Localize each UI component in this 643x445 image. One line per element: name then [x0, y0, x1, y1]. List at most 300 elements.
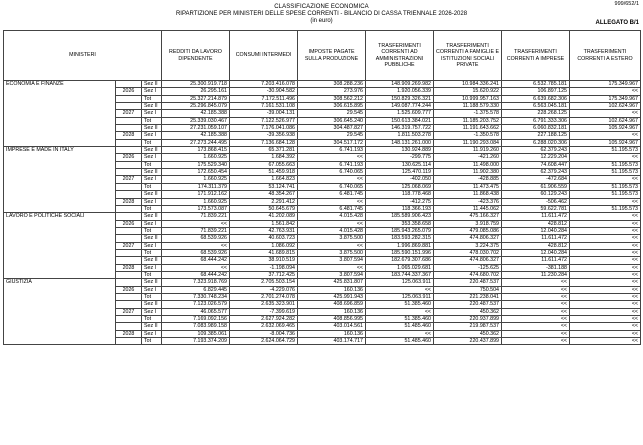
value-cell: 68.444.242	[162, 257, 230, 264]
value-cell: 6.639.682.306	[502, 95, 570, 102]
value-cell: <<	[570, 264, 641, 271]
value-cell: 750.504	[434, 286, 502, 293]
value-cell: <<	[570, 110, 641, 117]
value-cell: <<	[298, 198, 366, 205]
value-cell: 51.485.460	[366, 323, 434, 330]
value-cell: 174.311.379	[162, 183, 230, 190]
value-cell: 185.590.151.996	[366, 249, 434, 256]
value-cell: <<	[570, 235, 641, 242]
value-cell: 125.068.069	[366, 183, 434, 190]
section-cell: Sez II	[142, 235, 162, 242]
section-cell: Sez II	[142, 169, 162, 176]
value-cell: 68.539.926	[162, 235, 230, 242]
value-cell: 61.906.559	[502, 183, 570, 190]
section-cell: Sez I	[142, 132, 162, 139]
value-cell: <<	[570, 301, 641, 308]
value-cell: <<	[570, 154, 641, 161]
value-cell: 219.987.537	[434, 323, 502, 330]
value-cell: 160.136	[298, 286, 366, 293]
value-cell: 51.195.573	[570, 205, 641, 212]
year-cell: 2027	[116, 242, 142, 249]
col-header-redditi: REDDITI DA LAVORO DIPENDENTE	[162, 31, 230, 81]
year-cell	[116, 257, 142, 264]
value-cell: 428.812	[502, 220, 570, 227]
year-cell: 2028	[116, 330, 142, 337]
value-cell: <<	[570, 279, 641, 286]
year-cell	[116, 191, 142, 198]
value-cell: 425.991.943	[298, 293, 366, 300]
value-cell: 6.060.832.181	[502, 125, 570, 132]
value-cell: 220.487.537	[434, 279, 502, 286]
value-cell: 25.296.845.079	[162, 103, 230, 110]
value-cell: 25.327.214.879	[162, 95, 230, 102]
value-cell: 11.191.643.662	[434, 125, 502, 132]
ministry-name: ECONOMIA E FINANZE	[4, 81, 116, 147]
value-cell: <<	[502, 316, 570, 323]
value-cell: <<	[570, 249, 641, 256]
value-cell: 42.185.388	[162, 132, 230, 139]
value-cell: 1.996.869.881	[366, 242, 434, 249]
value-cell: 308.288.236	[298, 81, 366, 88]
year-cell	[116, 301, 142, 308]
value-cell: 1.525.609.777	[366, 110, 434, 117]
value-cell: 105.924.967	[570, 139, 641, 146]
value-cell: 11.498.000	[434, 161, 502, 168]
value-cell: 68.444.242	[162, 271, 230, 278]
value-cell: -472.684	[502, 176, 570, 183]
value-cell: 12.040.284	[502, 249, 570, 256]
year-cell	[116, 103, 142, 110]
value-cell: 51.195.573	[570, 183, 641, 190]
value-cell: <<	[162, 220, 230, 227]
value-cell: <<	[570, 242, 641, 249]
value-cell: 51.385.460	[366, 301, 434, 308]
value-cell: 65.371.281	[230, 147, 298, 154]
value-cell: 74.608.447	[502, 161, 570, 168]
value-cell: -1.375.578	[434, 110, 502, 117]
annex-label: ALLEGATO B/1	[595, 20, 639, 26]
table-row	[4, 279, 641, 286]
value-cell: 7.176.041.086	[230, 125, 298, 132]
value-cell: 12.229.204	[502, 154, 570, 161]
value-cell: 37.712.425	[230, 271, 298, 278]
value-cell: 148.909.269.982	[366, 81, 434, 88]
value-cell: 1.684.392	[230, 154, 298, 161]
value-cell: 71.839.221	[162, 227, 230, 234]
value-cell: 7.122.526.977	[230, 117, 298, 124]
value-cell: 11.188.579.330	[434, 103, 502, 110]
value-cell: 7.161.531.108	[230, 103, 298, 110]
value-cell: 146.319.757.722	[366, 125, 434, 132]
value-cell: 175.349.967	[570, 81, 641, 88]
value-cell: -423.376	[434, 198, 502, 205]
value-cell: 7.330.748.234	[162, 293, 230, 300]
ministry-name: GIUSTIZIA	[4, 279, 116, 345]
value-cell: 41.689.815	[230, 249, 298, 256]
table-header-row	[4, 31, 641, 81]
year-cell: 2026	[116, 88, 142, 95]
value-cell: <<	[570, 286, 641, 293]
value-cell: <<	[570, 220, 641, 227]
value-cell: 183.593.282.315	[366, 235, 434, 242]
section-cell: Sez II	[142, 125, 162, 132]
value-cell: 29.545	[298, 110, 366, 117]
section-cell: Sez I	[142, 264, 162, 271]
value-cell: 308.562.212	[298, 95, 366, 102]
document-header	[0, 4, 643, 25]
value-cell: 7.172.511.496	[230, 95, 298, 102]
value-cell: <<	[570, 132, 641, 139]
value-cell: 150.829.326.321	[366, 95, 434, 102]
value-cell: <<	[502, 293, 570, 300]
value-cell: 148.131.261.000	[366, 139, 434, 146]
value-cell: -1.198.094	[230, 264, 298, 271]
value-cell: 12.040.284	[502, 227, 570, 234]
value-cell: 175.349.967	[570, 95, 641, 102]
value-cell: -30.904.582	[230, 88, 298, 95]
value-cell: <<	[570, 330, 641, 337]
value-cell: 478.030.702	[434, 249, 502, 256]
value-cell: 53.124.741	[230, 183, 298, 190]
header-unit: (in euro)	[310, 18, 333, 24]
table-body	[4, 81, 641, 345]
value-cell: 11.190.293.084	[434, 139, 502, 146]
value-cell: 221.238.041	[434, 293, 502, 300]
value-cell: 125.470.119	[366, 169, 434, 176]
value-cell: 175.529.340	[162, 161, 230, 168]
value-cell: 40.603.723	[230, 235, 298, 242]
value-cell: 475.166.327	[434, 213, 502, 220]
value-cell: 42.763.931	[230, 227, 298, 234]
value-cell: 1.561.842	[230, 220, 298, 227]
value-cell: <<	[570, 338, 641, 345]
section-cell: Sez II	[142, 81, 162, 88]
value-cell: 51.195.573	[570, 191, 641, 198]
value-cell: 6.740.065	[298, 169, 366, 176]
section-cell: Sez II	[142, 147, 162, 154]
value-cell: 3.875.500	[298, 249, 366, 256]
value-cell: 7.323.918.769	[162, 279, 230, 286]
value-cell: 26.295.161	[162, 88, 230, 95]
value-cell: 29.545	[298, 132, 366, 139]
year-cell	[116, 95, 142, 102]
value-cell: 173.573.087	[162, 205, 230, 212]
section-cell: Sez I	[142, 88, 162, 95]
year-cell	[116, 161, 142, 168]
value-cell: 2.624.064.729	[230, 338, 298, 345]
section-cell: Tot	[142, 293, 162, 300]
section-cell: Tot	[142, 183, 162, 190]
col-header-trasf-fam: TRASFERIMENTI CORRENTI A FAMIGLIE E ISTITUZIONI SOCIALI PRIVATE	[434, 31, 502, 81]
year-cell	[116, 213, 142, 220]
year-cell	[116, 316, 142, 323]
value-cell: <<	[366, 330, 434, 337]
value-cell: -506.462	[502, 198, 570, 205]
section-cell: Tot	[142, 95, 162, 102]
value-cell: 118.366.193	[366, 205, 434, 212]
value-cell: <<	[162, 242, 230, 249]
value-cell: 15.620.922	[434, 88, 502, 95]
year-cell	[116, 205, 142, 212]
value-cell: 7.193.374.209	[162, 338, 230, 345]
value-cell: 150.613.384.021	[366, 117, 434, 124]
value-cell: 474.806.327	[434, 235, 502, 242]
value-cell: 51.485.460	[366, 338, 434, 345]
value-cell: <<	[570, 88, 641, 95]
value-cell: 403.174.717	[298, 338, 366, 345]
value-cell: 6.741.193	[298, 147, 366, 154]
year-cell	[116, 279, 142, 286]
value-cell: 11.611.472	[502, 235, 570, 242]
section-cell: Sez II	[142, 191, 162, 198]
value-cell: 6.829.445	[162, 286, 230, 293]
value-cell: <<	[570, 227, 641, 234]
value-cell: 408.696.859	[298, 301, 366, 308]
section-cell: Tot	[142, 316, 162, 323]
value-cell: 1.086.092	[230, 242, 298, 249]
value-cell: <<	[502, 279, 570, 286]
value-cell: 353.358.658	[366, 220, 434, 227]
value-cell: 1.660.925	[162, 176, 230, 183]
value-cell: 408.856.995	[298, 316, 366, 323]
section-cell: Sez II	[142, 103, 162, 110]
section-cell: Tot	[142, 161, 162, 168]
value-cell: 306.645.240	[298, 117, 366, 124]
year-cell: 2028	[116, 198, 142, 205]
value-cell: 425.831.807	[298, 279, 366, 286]
section-cell: Sez I	[142, 220, 162, 227]
section-cell: Sez II	[142, 301, 162, 308]
value-cell: 10.999.957.163	[434, 95, 502, 102]
value-cell: 109.385.061	[162, 330, 230, 337]
value-cell: -412.275	[366, 198, 434, 205]
value-cell: 42.185.388	[162, 110, 230, 117]
col-header-trasf-est: TRASFERIMENTI CORRENTI A ESTERO	[570, 31, 641, 81]
value-cell: -125.625	[434, 264, 502, 271]
value-cell: 10.984.336.241	[434, 81, 502, 88]
col-header-trasf-imp: TRASFERIMENTI CORRENTI A IMPRESE	[502, 31, 570, 81]
ministry-name: LAVORO E POLITICHE SOCIALI	[4, 213, 116, 279]
year-cell: 2026	[116, 286, 142, 293]
value-cell: 130.625.114	[366, 161, 434, 168]
value-cell: 479.085.086	[434, 227, 502, 234]
value-cell: <<	[570, 293, 641, 300]
value-cell: 306.615.895	[298, 103, 366, 110]
value-cell: 46.065.577	[162, 308, 230, 315]
value-cell: 27.231.059.107	[162, 125, 230, 132]
value-cell: 67.055.663	[230, 161, 298, 168]
value-cell: 1.811.503.278	[366, 132, 434, 139]
section-cell: Sez I	[142, 330, 162, 337]
value-cell: 25.300.919.718	[162, 81, 230, 88]
value-cell: <<	[570, 316, 641, 323]
year-cell: 2027	[116, 176, 142, 183]
value-cell: <<	[502, 323, 570, 330]
expenditure-table	[3, 30, 641, 345]
value-cell: 11.611.472	[502, 213, 570, 220]
value-cell: 4.015.428	[298, 227, 366, 234]
value-cell: 185.589.906.423	[366, 213, 434, 220]
value-cell: <<	[570, 213, 641, 220]
value-cell: <<	[298, 220, 366, 227]
year-cell: 2028	[116, 264, 142, 271]
value-cell: 2.635.323.901	[230, 301, 298, 308]
value-cell: 11.473.475	[434, 183, 502, 190]
table-row	[4, 147, 641, 154]
value-cell: -39.356.938	[230, 132, 298, 139]
year-cell	[116, 293, 142, 300]
value-cell: 6.481.745	[298, 191, 366, 198]
value-cell: 273.976	[298, 88, 366, 95]
year-cell: 2026	[116, 154, 142, 161]
value-cell: 173.868.415	[162, 147, 230, 154]
value-cell: -428.885	[434, 176, 502, 183]
value-cell: -7.399.619	[230, 308, 298, 315]
year-cell: 2027	[116, 110, 142, 117]
value-cell: 51.385.460	[366, 316, 434, 323]
value-cell: <<	[570, 271, 641, 278]
value-cell: 11.611.472	[502, 257, 570, 264]
table-row	[4, 81, 641, 88]
value-cell: 160.136	[298, 330, 366, 337]
value-cell: <<	[298, 176, 366, 183]
value-cell: -39.004.131	[230, 110, 298, 117]
value-cell: 1.065.029.681	[366, 264, 434, 271]
section-cell: Sez I	[142, 286, 162, 293]
section-cell: Sez I	[142, 110, 162, 117]
value-cell: 450.362	[434, 330, 502, 337]
value-cell: 27.273.244.495	[162, 139, 230, 146]
value-cell: 220.437.899	[434, 338, 502, 345]
value-cell: 59.622.781	[502, 205, 570, 212]
document-reference: 999/652/1	[614, 1, 639, 7]
value-cell: 6.532.785.181	[502, 81, 570, 88]
value-cell: 1.660.925	[162, 198, 230, 205]
value-cell: 68.539.926	[162, 249, 230, 256]
value-cell: 474.806.327	[434, 257, 502, 264]
value-cell: <<	[298, 154, 366, 161]
value-cell: 106.897.125	[502, 88, 570, 95]
value-cell: 2.632.069.465	[230, 323, 298, 330]
section-cell: Sez II	[142, 279, 162, 286]
value-cell: 118.778.468	[366, 191, 434, 198]
section-cell: Sez II	[142, 323, 162, 330]
value-cell: 2.701.274.078	[230, 293, 298, 300]
value-cell: 2.627.924.282	[230, 316, 298, 323]
section-cell: Tot	[142, 338, 162, 345]
value-cell: 102.624.967	[570, 117, 641, 124]
value-cell: 228.268.125	[502, 110, 570, 117]
year-cell	[116, 183, 142, 190]
value-cell: -421.260	[434, 154, 502, 161]
value-cell: 38.910.519	[230, 257, 298, 264]
value-cell: <<	[502, 286, 570, 293]
year-cell	[116, 139, 142, 146]
col-header-imposte: IMPOSTE PAGATE SULLA PRODUZIONE	[298, 31, 366, 81]
value-cell: 6.741.193	[298, 161, 366, 168]
col-header-ministeri: MINISTERI	[4, 31, 162, 81]
value-cell: 62.379.243	[502, 169, 570, 176]
value-cell: 6.791.333.306	[502, 117, 570, 124]
value-cell: 3.224.375	[434, 242, 502, 249]
value-cell: <<	[502, 338, 570, 345]
section-cell: Tot	[142, 227, 162, 234]
value-cell: 227.188.125	[502, 132, 570, 139]
value-cell: 48.354.267	[230, 191, 298, 198]
value-cell: <<	[366, 308, 434, 315]
value-cell: 172.650.454	[162, 169, 230, 176]
value-cell: 3.875.500	[298, 235, 366, 242]
value-cell: <<	[366, 286, 434, 293]
section-cell: Sez II	[142, 213, 162, 220]
year-cell	[116, 125, 142, 132]
value-cell: 6.740.065	[298, 183, 366, 190]
year-cell	[116, 147, 142, 154]
section-cell: Tot	[142, 139, 162, 146]
value-cell: 125.063.911	[366, 293, 434, 300]
value-cell: 41.202.089	[230, 213, 298, 220]
value-cell: 185.943.265.079	[366, 227, 434, 234]
value-cell: 51.459.918	[230, 169, 298, 176]
value-cell: 71.839.221	[162, 213, 230, 220]
section-cell: Sez I	[142, 154, 162, 161]
year-cell: 2028	[116, 132, 142, 139]
value-cell: 7.123.026.579	[162, 301, 230, 308]
value-cell: <<	[502, 308, 570, 315]
value-cell: 51.195.573	[570, 169, 641, 176]
section-cell: Tot	[142, 205, 162, 212]
value-cell: <<	[502, 330, 570, 337]
value-cell: 11.868.438	[434, 191, 502, 198]
value-cell: 3.918.759	[434, 220, 502, 227]
section-cell: Sez I	[142, 176, 162, 183]
year-cell	[116, 235, 142, 242]
value-cell: 450.362	[434, 308, 502, 315]
value-cell: 11.230.284	[502, 271, 570, 278]
value-cell: 182.679.307.686	[366, 257, 434, 264]
year-cell	[116, 169, 142, 176]
value-cell: 125.063.911	[366, 279, 434, 286]
value-cell: 25.339.030.467	[162, 117, 230, 124]
value-cell: 4.015.428	[298, 213, 366, 220]
value-cell: 2.705.503.154	[230, 279, 298, 286]
value-cell: 50.645.679	[230, 205, 298, 212]
value-cell: <<	[298, 242, 366, 249]
value-cell: -381.188	[502, 264, 570, 271]
section-cell: Sez I	[142, 242, 162, 249]
value-cell: 2.291.412	[230, 198, 298, 205]
year-cell	[116, 227, 142, 234]
value-cell: 102.624.967	[570, 103, 641, 110]
year-cell	[116, 249, 142, 256]
value-cell: <<	[162, 264, 230, 271]
value-cell: 130.924.889	[366, 147, 434, 154]
value-cell: 474.680.702	[434, 271, 502, 278]
header-title: RIPARTIZIONE PER MINISTERI DELLE SPESE CORRENTI - BILANCIO DI CASSA TRIENNALE 2026-2028	[175, 11, 468, 17]
value-cell: 160.136	[298, 308, 366, 315]
value-cell: 11.445.062	[434, 205, 502, 212]
value-cell: 149.087.774.244	[366, 103, 434, 110]
value-cell: 304.517.172	[298, 139, 366, 146]
value-cell: 171.912.162	[162, 191, 230, 198]
value-cell: 6.288.020.306	[502, 139, 570, 146]
year-cell: 2027	[116, 308, 142, 315]
value-cell: -1.350.578	[434, 132, 502, 139]
year-cell: 2026	[116, 220, 142, 227]
value-cell: -299.775	[366, 154, 434, 161]
section-cell: Sez I	[142, 198, 162, 205]
value-cell: 105.924.967	[570, 125, 641, 132]
